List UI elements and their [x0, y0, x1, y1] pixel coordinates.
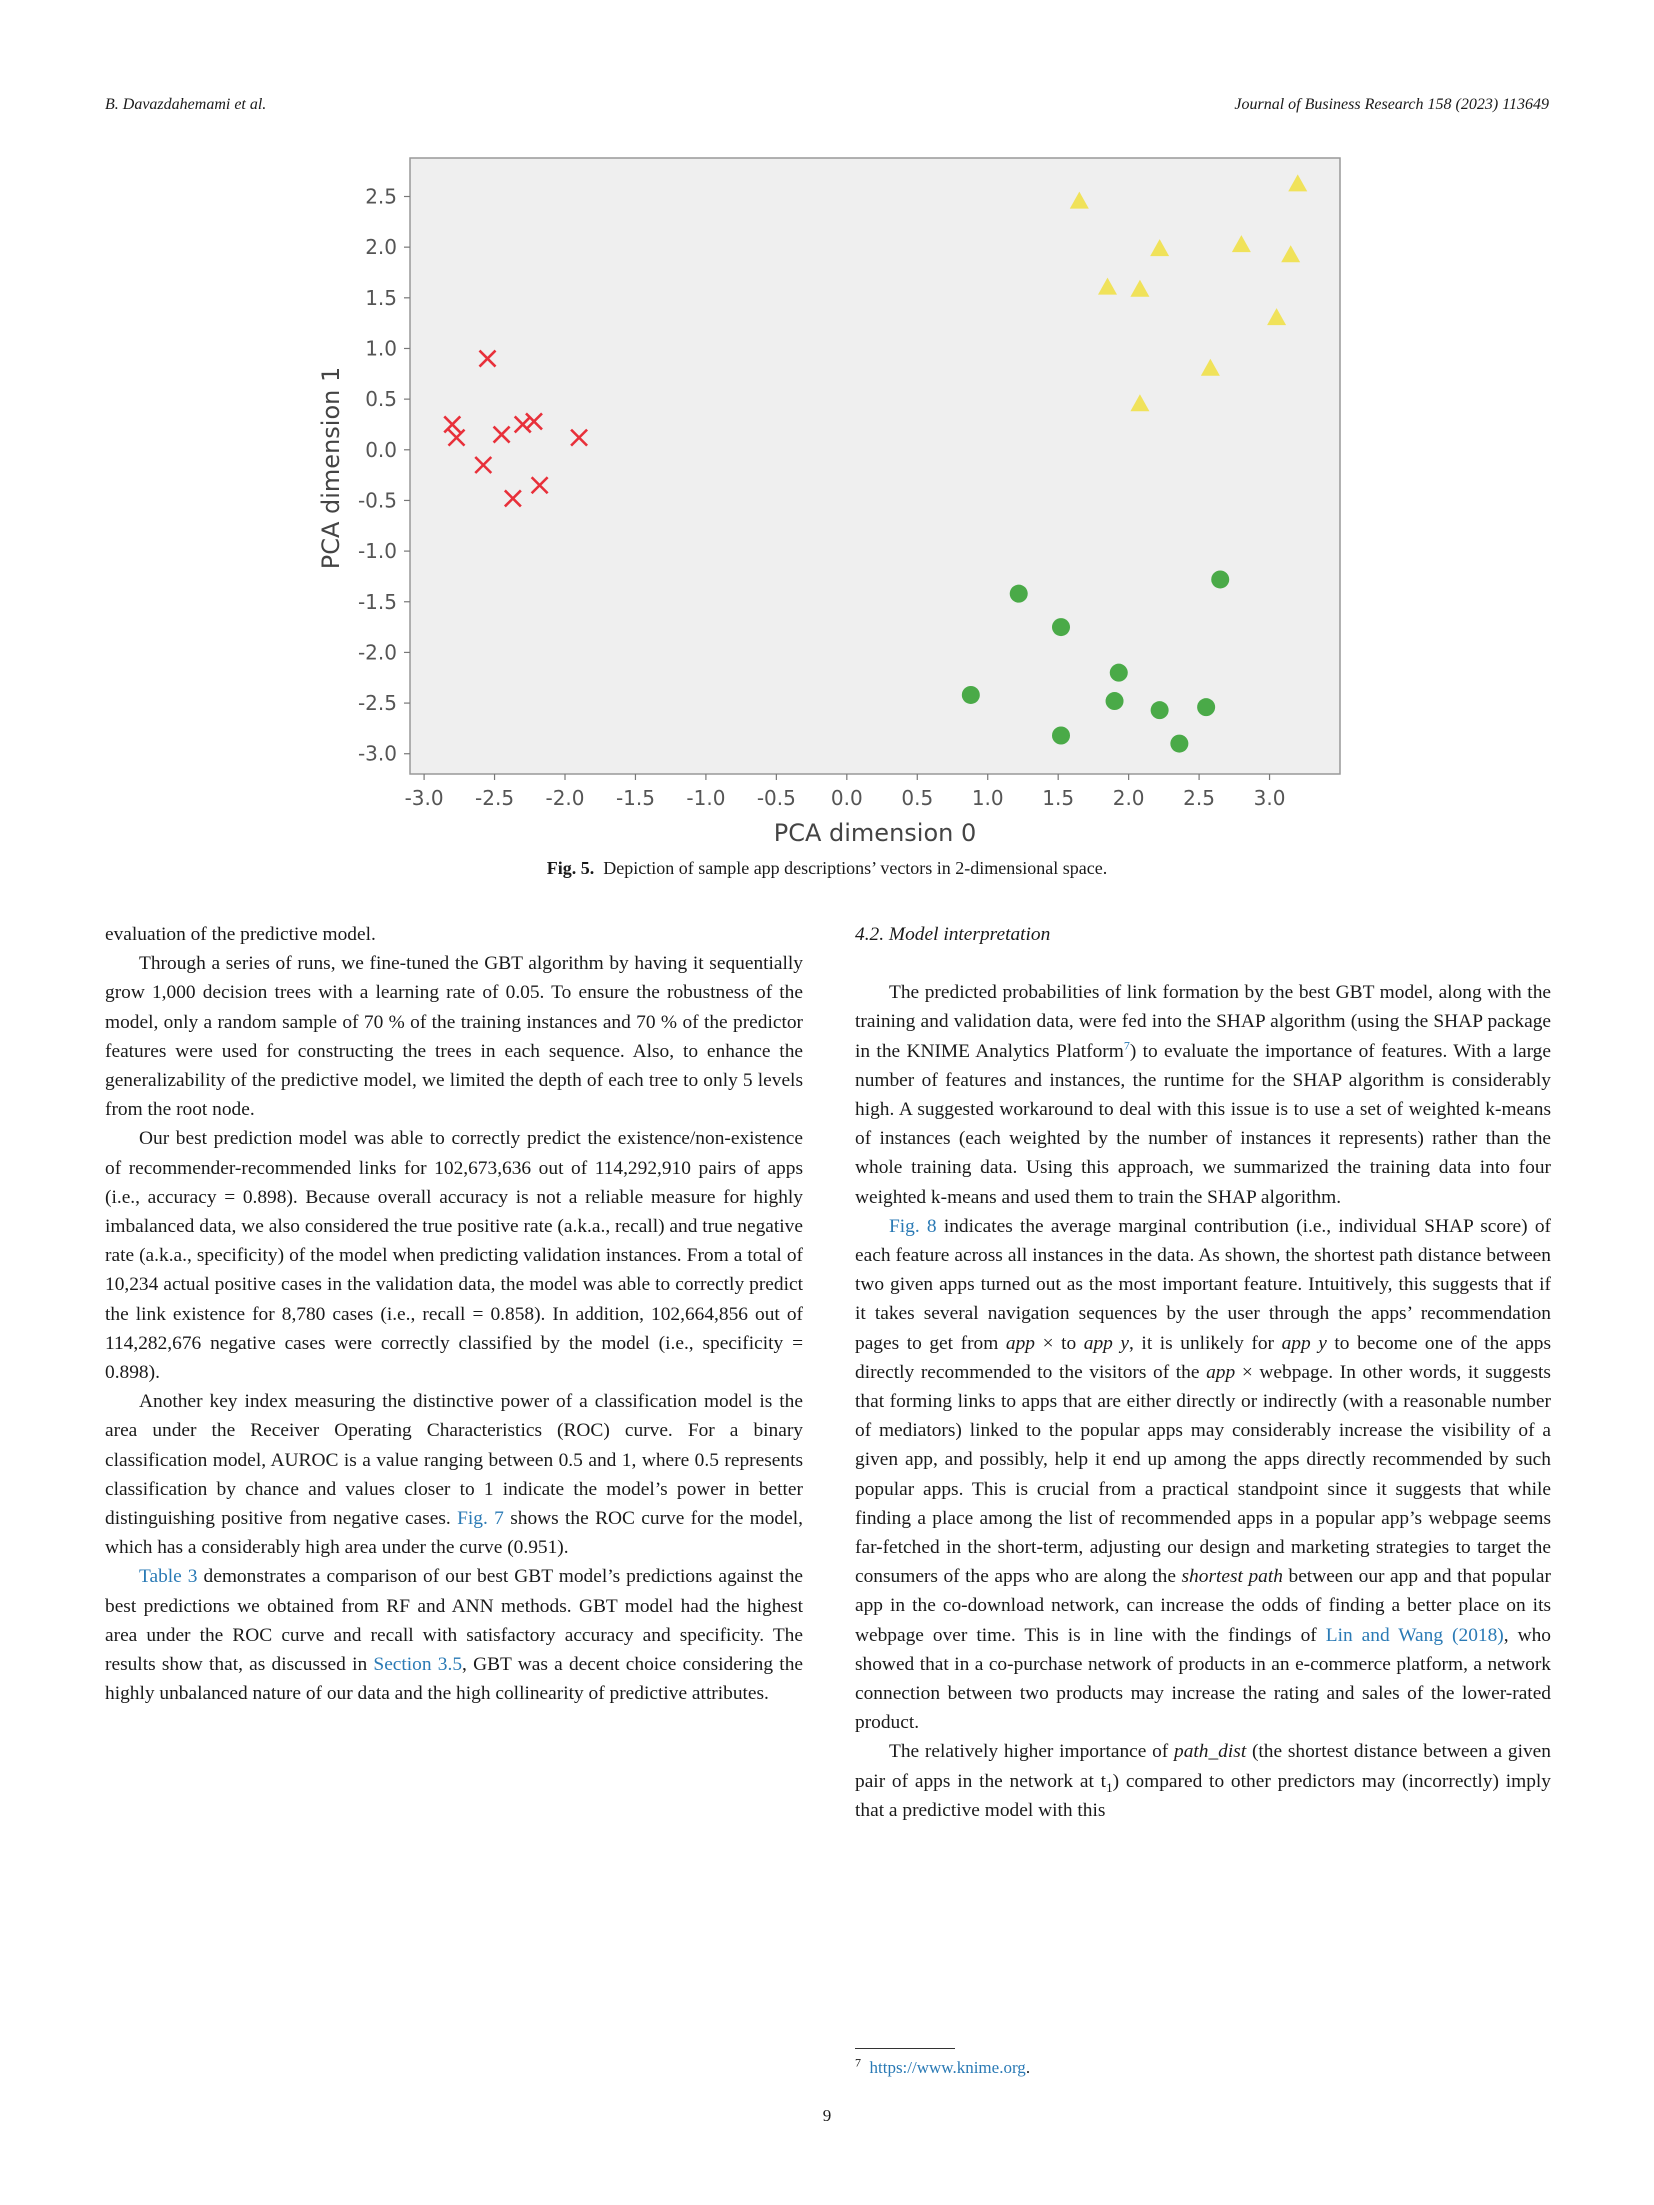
x-tick-label: 1.0 [971, 786, 1004, 810]
x-axis-ticks [405, 774, 1286, 810]
footnote-link[interactable]: https://www.knime.org [869, 2058, 1026, 2077]
figure-label: Fig. 5. [546, 858, 595, 878]
paragraph: Table 3 demonstrates a comparison of our best GBT model’s predictions against the best predictions we obtained from RF and ANN methods. GBT model had the highest area under the ROC curve and recall with satisfactory accuracy and specificity. The results show that, as discussed in Section 3.5, GBT was a decent choice considering the highly unbalanced nature of our data and the high collinearity of predictive attributes. [105, 1566, 803, 1705]
y-tick-label: -0.5 [357, 488, 397, 513]
x-tick-label: 2.5 [1183, 786, 1215, 810]
circle-point [1197, 698, 1215, 716]
paragraph: The predicted probabilities of link formation by the best GBT model, along with the training and validation data, were fed into the SHAP algorithm (using the SHAP package in the KNIME Analytics Platform$^7$) to evaluate the importance of features. With a large number of features and instances, the runtime for the SHAP algorithm is considerably high. A suggested workaround to deal with this issue is to use a set of weighted k-means of instances (each weighted by the number of instances it represents) rather than the whole training data. Using this approach, we summarized the training data into four weighted k-means and used them to train the SHAP algorithm. [855, 982, 1551, 1208]
x-tick-label: -1.0 [686, 786, 726, 810]
y-tick-label: -2.5 [357, 691, 397, 716]
x-tick-label: 3.0 [1253, 786, 1286, 810]
circle-point [1052, 727, 1070, 745]
circle-point [1106, 692, 1124, 710]
right-column [855, 920, 1551, 1825]
y-axis-ticks [358, 185, 410, 766]
section-reference-link[interactable]: Section 3.5 [373, 1654, 463, 1676]
figure-reference-link[interactable]: Fig. 8 [889, 1215, 937, 1237]
circle-point [1110, 664, 1128, 682]
footnote-divider [855, 2048, 955, 2049]
plot-area [410, 158, 1340, 774]
figure-reference-link[interactable]: Fig. 7 [457, 1508, 504, 1530]
y-tick-label: -3.0 [357, 741, 397, 766]
y-tick-label: 2.0 [365, 235, 397, 260]
circle-point [1052, 618, 1070, 636]
circle-point [962, 686, 980, 704]
y-tick-label: 2.5 [365, 184, 397, 209]
x-tick-label: 0.0 [830, 786, 863, 810]
y-tick-label: -1.0 [357, 539, 397, 564]
x-tick-label: -2.5 [475, 786, 515, 810]
figure-caption [0, 858, 1654, 879]
y-axis-label: PCA dimension 1 [317, 366, 345, 570]
left-column [105, 920, 803, 1708]
page-number: 9 [822, 2106, 832, 2125]
x-tick-label: -1.5 [615, 786, 655, 810]
y-tick-label: 1.5 [365, 285, 397, 310]
y-tick-label: -1.5 [357, 589, 397, 614]
paragraph: Through a series of runs, we fine-tuned the GBT algorithm by having it sequentially grow 1,000 decision trees with a learning rate of 0.05. To ensure the robustness of the model, only a random sample of 70 % of the training instances and 70 % of the predictor features were used for constructing the trees in each sequence. Also, to enhance the generalizability of the predictive model, we limited the depth of each tree to only 5 levels from the root node. [105, 953, 803, 1121]
x-tick-label: 2.0 [1112, 786, 1145, 810]
circle-point [1170, 735, 1188, 753]
paragraph: evaluation of the predictive model. [105, 924, 376, 945]
footnote: $^7$ https://www.knime.org. [855, 2055, 1031, 2077]
figure-caption-text: Depiction of sample app descriptions’ vectors in 2-dimensional space. [603, 858, 1108, 878]
paragraph: Our best prediction model was able to correctly predict the existence/non-existence of recommender-recommended links for 102,673,636 out of 114,292,910 pairs of apps (i.e., accuracy = 0.898). Because overall accuracy is not a reliable measure for highly imbalanced data, we also considered the true positive rate (a.k.a., recall) and true negative rate (a.k.a., specificity) of the model when predicting validation instances. From a total of 10,234 actual positive cases in the validation data, the model was able to correctly predict the link existence for 8,780 cases (i.e., recall = 0.858). In addition, 102,664,856 out of 114,282,676 negative cases were correctly classified by the model (i.e., specificity = 0.898). [105, 1128, 803, 1384]
y-tick-label: -2.0 [357, 640, 397, 665]
x-axis-label: PCA dimension 0 [773, 819, 977, 847]
x-tick-label: 0.5 [901, 786, 934, 810]
circle-point [1151, 701, 1169, 719]
footnote-marker[interactable]: 7 [1123, 1038, 1130, 1053]
y-tick-label: 1.0 [365, 336, 397, 361]
running-header-authors: B. Davazdahemami et al. [105, 96, 267, 113]
citation-link[interactable]: Lin and Wang (2018) [1325, 1624, 1504, 1646]
x-tick-label: -0.5 [756, 786, 796, 810]
x-tick-label: -3.0 [404, 786, 444, 810]
paragraph: The relatively higher importance of path_dist (the shortest distance between a given pair of apps in the network at $t_1$) compared to other predictors may (incorrectly) imply that a predictive model with this [855, 1741, 1551, 1821]
x-tick-label: 1.5 [1042, 786, 1075, 810]
paragraph: Fig. 8 indicates the average marginal contribution (i.e., individual SHAP score) of each feature across all instances in the data. As shown, the shortest path distance between two given apps turned out as the most important feature. Intuitively, this suggests that if it takes several navigation sequences by the user through the apps’ recommendation pages to get from app × to app y, it is unlikely for app y to become one of the apps directly recommended to the visitors of the app × webpage. In other words, it suggests that forming links to apps that are either directly or indirectly (with a reasonable number of mediators) linked to the popular apps may considerably increase the visibility of a given app, and possibly, help it end up among the apps directly recommended by such popular apps. This is crucial from a practical standpoint since it suggests that while finding a place among the list of recommended apps in a popular app’s webpage seems far-fetched in the short-term, adjusting our design and marketing strategies to target the consumers of the apps who are along the shortest path between our app and that popular app in the co-download network, can increase the odds of finding a better place on its webpage over time. This is in line with the findings of Lin and Wang (2018), who showed that in a co-purchase network of products in an e-commerce platform, a network connection between two products may increase the rating and sales of the lower-rated product. [855, 1215, 1552, 1734]
y-tick-label: 0.5 [365, 387, 397, 412]
circle-point [1010, 585, 1028, 603]
y-tick-label: 0.0 [365, 437, 397, 462]
paragraph: Another key index measuring the distinctive power of a classification model is the area under the Receiver Operating Characteristics (ROC) curve. For a binary classification model, AUROC is a value ranging between 0.5 and 1, where 0.5 represents classification by chance and values closer to 1 indicate the model’s power in better distinguishing positive from negative cases. Fig. 7 shows the ROC curve for the model, which has a considerably high area under the curve (0.951). [105, 1391, 803, 1559]
x-tick-label: -2.0 [545, 786, 585, 810]
section-heading: 4.2. Model interpretation [855, 924, 1051, 945]
footnote-number: 7 [855, 2055, 861, 2070]
pca-scatter-chart [300, 148, 1370, 848]
running-header-journal: Journal of Business Research 158 (2023) 113649 [1234, 96, 1549, 113]
table-reference-link[interactable]: Table 3 [139, 1566, 198, 1588]
circle-point [1211, 570, 1229, 588]
